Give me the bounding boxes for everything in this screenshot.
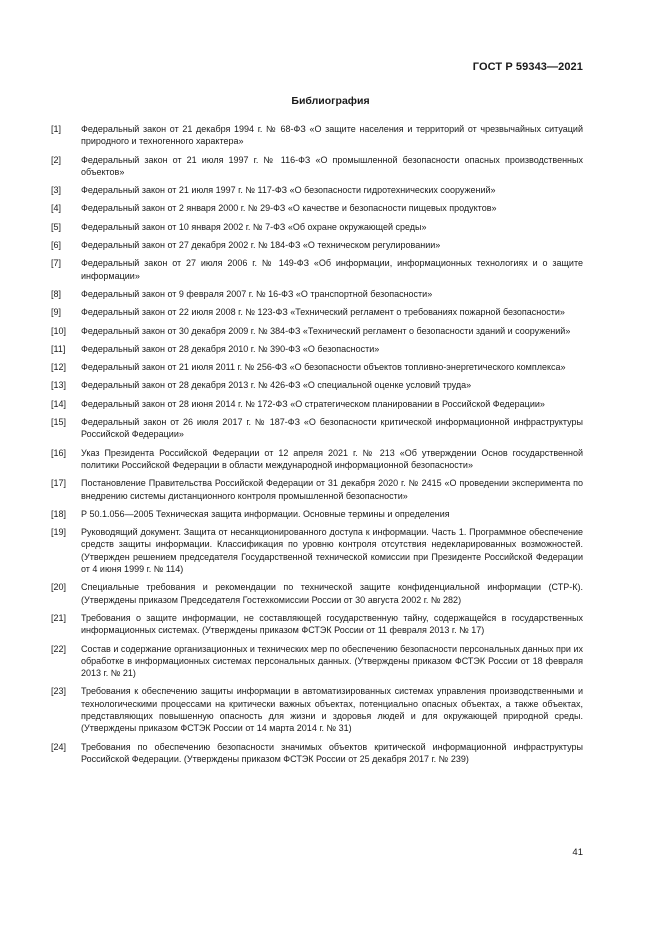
entry-text: Требования по обеспечению безопасности значимых объектов критической информационной инфраструктуры Российской Федерации. (Утверждены приказом ФСТЭК России от 25 декабря 2017 г. № 239) <box>81 741 583 764</box>
entry-number: [4] <box>51 203 62 214</box>
entry-number: [17] <box>51 478 67 489</box>
entry-number: [1] <box>51 124 62 134</box>
entry-number: [2] <box>51 154 62 165</box>
bibliography-entry <box>51 526 583 575</box>
bibliography-entry <box>51 477 583 502</box>
entry-number: [16] <box>51 447 67 458</box>
entry-text: Федеральный закон от 28 июня 2014 г. № 172-ФЗ «О стратегическом планировании в Российской Федерации» <box>81 398 545 409</box>
bibliography-entry <box>51 581 583 606</box>
entry-text: Федеральный закон от 27 июля 2006 г. № 149-ФЗ «Об информации, информационных технологиях и о защите информации» <box>81 258 583 281</box>
entry-text: Специальные требования и рекомендации по технической защите конфиденциальной информации (СТР-К). (Утверждены приказом Председателя Гостехкомиссии России от 30 августа 2002 г. № 282) <box>81 582 583 605</box>
entry-text: Федеральный закон от 10 января 2002 г. № 7-ФЗ «Об охране окружающей среды» <box>81 221 427 232</box>
bibliography-entry <box>51 123 583 148</box>
standard-number: ГОСТ Р 59343—2021 <box>472 61 583 73</box>
entry-text: Требования к обеспечению защиты информации в автоматизированных системах управления производственными и технологическими процессами на критически важных объектах, потенциально опасных объектах, а также объектах, представляющих повышенную опасность для жизни и здоровья людей и для окружающей природной среды. (Утверждены приказом ФСТЭК России от 14 марта 2014 г. № 31) <box>81 686 583 734</box>
entry-number: [3] <box>51 185 62 196</box>
entry-text: Федеральный закон от 28 декабря 2010 г. № 390-ФЗ «О безопасности» <box>81 343 380 354</box>
bibliography-entry <box>51 154 583 179</box>
entry-number: [12] <box>51 362 67 373</box>
bibliography-entry <box>51 257 583 282</box>
bibliography-entry <box>51 343 583 355</box>
entry-text: Федеральный закон от 28 декабря 2013 г. № 426-ФЗ «О специальной оценке условий труда» <box>81 380 472 391</box>
bibliography-entry <box>51 741 583 766</box>
entry-text: Федеральный закон от 21 июля 1997 г. № 116-ФЗ «О промышленной безопасности опасных производственных объектов» <box>81 154 583 177</box>
entry-number: [19] <box>51 527 67 538</box>
entry-number: [20] <box>51 582 67 593</box>
bibliography-entry <box>51 184 583 196</box>
entry-text: Постановление Правительства Российской Федерации от 31 декабря 2020 г. № 2415 «О проведении эксперимента по внедрению системы дистанционного контроля промышленной безопасности» <box>81 478 583 501</box>
entry-text: Федеральный закон от 21 июля 1997 г. № 117-ФЗ «О безопасности гидротехнических сооружений» <box>81 185 496 196</box>
entry-text: Федеральный закон от 21 декабря 1994 г. № 68-ФЗ «О защите населения и территорий от чрезвычайных ситуаций природного и техногенного характера» <box>81 124 583 147</box>
entry-text: Федеральный закон от 26 июля 2017 г. № 187-ФЗ «О безопасности критической информационной инфраструктуры Российской Федерации» <box>81 417 583 440</box>
bibliography-entry <box>51 416 583 441</box>
entry-number: [22] <box>51 643 67 654</box>
bibliography-entry <box>51 361 583 373</box>
section-title: Библиография <box>291 95 370 107</box>
page-number: 41 <box>572 847 583 858</box>
entry-text: Федеральный закон от 21 июля 2011 г. № 256-ФЗ «О безопасности объектов топливно-энергетического комплекса» <box>81 362 566 373</box>
bibliography-entry <box>51 288 583 300</box>
entry-number: [24] <box>51 741 67 752</box>
entry-text: Указ Президента Российской Федерации от 12 апреля 2021 г. № 213 «Об утверждении Основ государственной политики Российской Федерации в области международной информационной безопасности» <box>81 447 583 470</box>
entry-number: [14] <box>51 398 67 409</box>
entry-number: [8] <box>51 288 62 299</box>
bibliography-entry <box>51 239 583 251</box>
entry-number: [18] <box>51 508 67 519</box>
entry-text: Федеральный закон от 9 февраля 2007 г. № 16-ФЗ «О транспортной безопасности» <box>81 288 433 299</box>
entry-number: [7] <box>51 258 62 269</box>
entry-text: Состав и содержание организационных и технических мер по обеспечению безопасности персональных данных при их обработке в информационных системах персональных данных. (Утверждены приказом ФСТЭК России от 18 февраля 2013 г. № 21) <box>81 643 583 679</box>
bibliography-entry <box>51 447 583 472</box>
entry-number: [21] <box>51 612 67 623</box>
entry-text: Федеральный закон от 30 декабря 2009 г. № 384-ФЗ «Технический регламент о безопасности зданий и сооружений» <box>81 325 571 336</box>
entry-text: Р 50.1.056—2005 Техническая защита информации. Основные термины и определения <box>81 508 450 519</box>
bibliography-list <box>51 123 583 771</box>
bibliography-entry <box>51 221 583 233</box>
entry-number: [11] <box>51 343 66 354</box>
bibliography-entry <box>51 379 583 391</box>
entry-number: [9] <box>51 307 62 318</box>
bibliography-entry <box>51 508 583 520</box>
bibliography-entry <box>51 398 583 410</box>
entry-text: Федеральный закон от 22 июля 2008 г. № 123-ФЗ «Технический регламент о требованиях пожарной безопасности» <box>81 307 565 318</box>
entry-number: [6] <box>51 240 62 251</box>
entry-text: Требования о защите информации, не составляющей государственную тайну, содержащейся в государственных информационных системах. (Утверждены приказом ФСТЭК России от 11 февраля 2013 г. № 17) <box>81 612 583 636</box>
bibliography-entry <box>51 325 583 337</box>
bibliography-entry <box>51 685 583 734</box>
bibliography-entry <box>51 306 583 318</box>
entry-number: [15] <box>51 417 67 428</box>
entry-number: [5] <box>51 221 62 232</box>
bibliography-entry <box>51 202 583 214</box>
entry-text: Руководящий документ. Защита от несанкционированного доступа к информации. Часть 1. Программное обеспечение средств защиты информации. Классификация по уровню контроля отсутствия недекларированных возможностей. (Утвержден решением председателя Государственной технической комиссии при Президенте Российской Федерации от 4 июня 1999 г. № 114) <box>81 527 583 575</box>
entry-number: [10] <box>51 325 67 336</box>
entry-number: [13] <box>51 380 67 391</box>
bibliography-entry <box>51 612 583 637</box>
entry-number: [23] <box>51 686 67 697</box>
entry-text: Федеральный закон от 2 января 2000 г. № 29-ФЗ «О качестве и безопасности пищевых продуктов» <box>81 203 497 214</box>
entry-text: Федеральный закон от 27 декабря 2002 г. № 184-ФЗ «О техническом регулировании» <box>81 240 441 251</box>
bibliography-entry <box>51 643 583 680</box>
